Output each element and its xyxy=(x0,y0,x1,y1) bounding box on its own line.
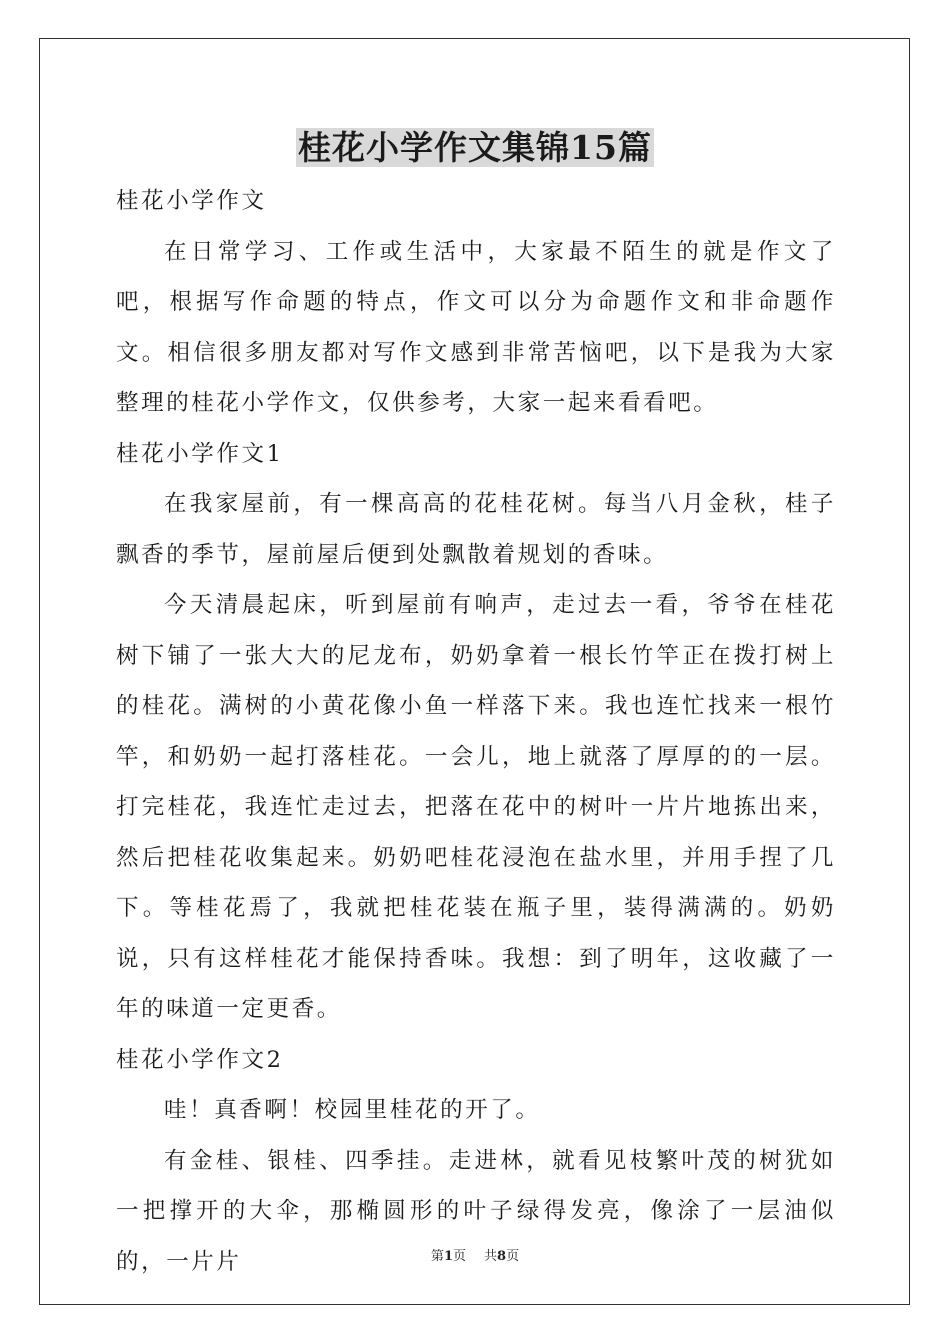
page-footer xyxy=(0,1248,950,1266)
paragraph: 哇！真香啊！校园里桂花的开了。 xyxy=(164,1097,541,1123)
paragraph: 今天清晨起床，听到屋前有响声，走过去一看，爷爷在桂花树下铺了一张大大的尼龙布，奶奶拿着一根长竹竿正在拨打树上的桂花。满树的小黄花像小鱼一样落下来。我也连忙找来一根竹竿，和奶奶一起打落桂花。一会儿，地上就落了厚厚的的一层。打完桂花，我连忙走过去，把落在花中的树叶一片片地拣出来，然后把桂花收集起来。奶奶吧桂花浸泡在盐水里，并用手捏了几下。等桂花焉了，我就把桂花装在瓶子里，装得满满的。奶奶说，只有这样桂花才能保持香味。我想：到了明年，这收藏了一年的味道一定更香。 xyxy=(116,592,836,1022)
paragraph: 有金桂、银桂、四季挂。走进林，就看见枝繁叶茂的树犹如一把撑开的大伞，那椭圆形的叶子绿得发亮，像涂了一层油似的，一片片 xyxy=(116,1147,836,1275)
total-prefix: 共 xyxy=(484,1249,498,1264)
document-title-text: 桂花小学作文集锦15篇 xyxy=(298,128,652,167)
document-body xyxy=(116,176,836,1287)
page-suffix: 页 xyxy=(452,1249,466,1264)
page-number: 1 xyxy=(443,1249,453,1264)
paragraph: 在我家屋前，有一棵高高的花桂花树。每当八月金秋，桂子飘香的季节，屋前屋后便到处飘散着规划的香味。 xyxy=(116,491,836,568)
paragraph: 在日常学习、工作或生活中，大家最不陌生的就是作文了吧，根据写作命题的特点，作文可以分为命题作文和非命题作文。相信很多朋友都对写作文感到非常苦恼吧，以下是我为大家整理的桂花小学作文，仅供参考，大家一起来看看吧。 xyxy=(116,238,836,416)
page-prefix: 第 xyxy=(430,1249,444,1264)
section-heading: 桂花小学作文 xyxy=(116,188,267,214)
total-pages: 8 xyxy=(497,1249,507,1264)
total-suffix: 页 xyxy=(506,1249,520,1264)
document-title xyxy=(0,122,950,174)
section-heading: 桂花小学作文1 xyxy=(116,440,284,467)
section-heading: 桂花小学作文2 xyxy=(116,1046,284,1073)
